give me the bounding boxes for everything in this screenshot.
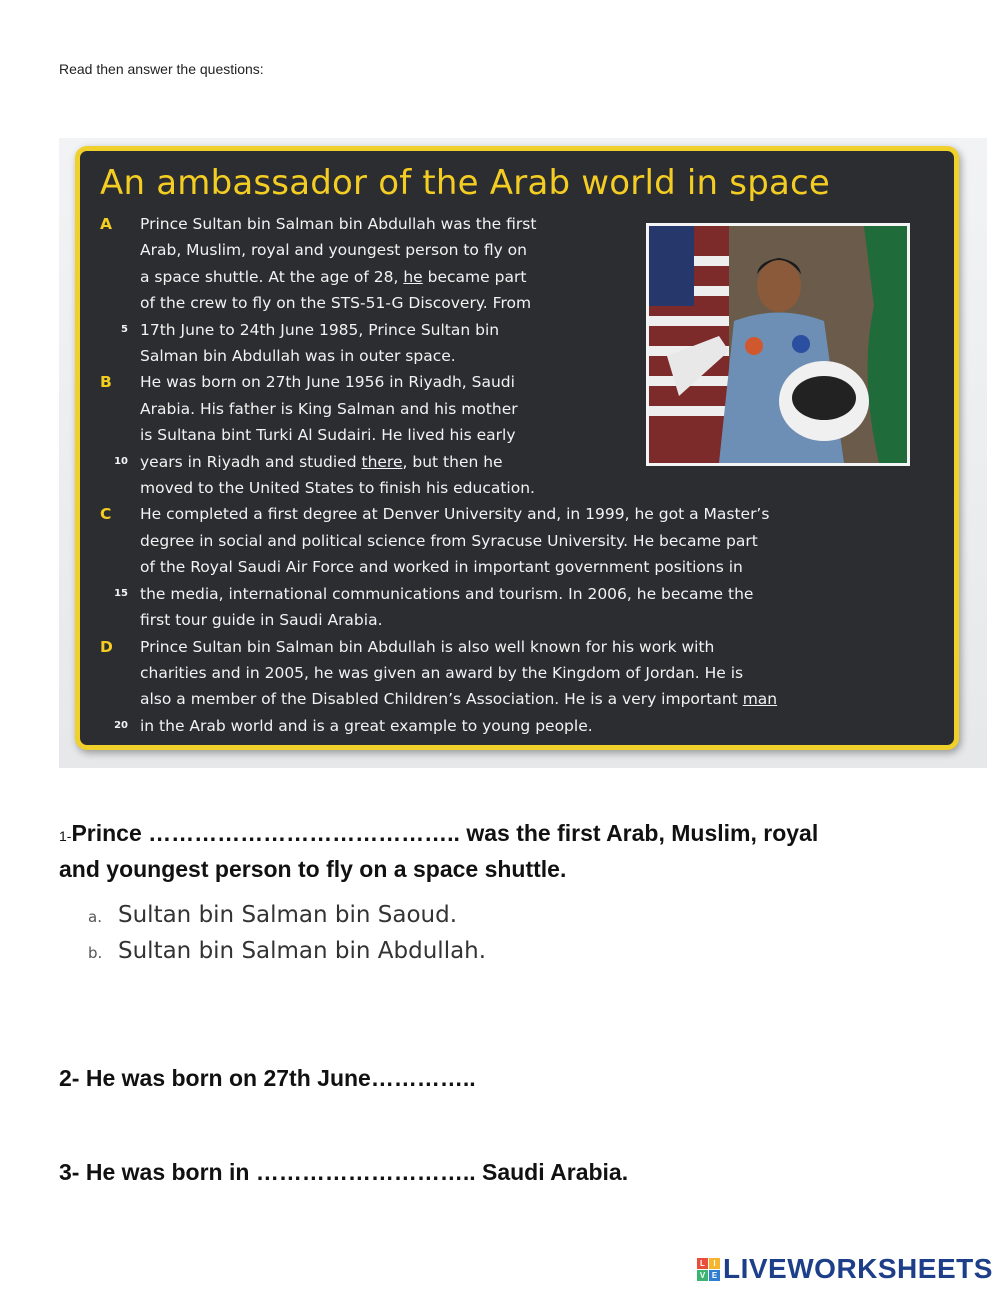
passage-line <box>100 686 777 712</box>
logo-icon <box>697 1258 720 1281</box>
passage-line-text: Salman bin Abdullah was in outer space. <box>140 347 456 366</box>
line-number <box>100 422 140 448</box>
question-1-line-1 <box>59 820 818 847</box>
question-2: 2- He was born on 27th June………….. <box>59 1065 476 1091</box>
passage-line <box>100 581 777 607</box>
reading-passage-panel <box>75 146 959 750</box>
logo-block: V <box>697 1270 708 1281</box>
passage-line-text: in the Arab world and is a great example to young people. <box>140 716 593 735</box>
passage-line-text: Arabia. His father is King Salman and his mother <box>140 399 518 418</box>
passage-line-text: degree in social and political science from Syracuse University. He became part <box>140 531 758 550</box>
line-number: 10 <box>114 455 128 467</box>
passage-line-text: Prince Sultan bin Salman bin Abdullah is also well known for his work with <box>140 637 715 656</box>
passage-line-text: also a member of the Disabled Children’s Association. He is a very important man <box>140 690 778 709</box>
question-1-text: Prince ………………………………….. was the first Arab, Muslim, royal <box>71 820 819 846</box>
underlined-word: man <box>742 690 778 709</box>
line-number <box>100 264 140 290</box>
option-b[interactable] <box>88 938 486 964</box>
passage-line-text: He completed a first degree at Denver University and, in 1999, he got a Master’s <box>140 505 770 524</box>
question-3: 3- He was born in ……………………….. Saudi Arabia. <box>59 1159 629 1185</box>
line-number: 5 <box>121 323 128 335</box>
line-number <box>100 528 140 554</box>
paragraph-letter: A <box>100 215 112 233</box>
paragraph-letter: B <box>100 373 112 392</box>
underlined-word: there <box>361 452 403 471</box>
paragraph-letter: C <box>100 505 112 524</box>
underlined-word: he <box>403 267 423 286</box>
liveworksheets-logo <box>697 1253 993 1285</box>
astronaut-photo <box>646 223 910 466</box>
passage-line <box>100 475 777 501</box>
passage-line-text: charities and in 2005, he was given an award by the Kingdom of Jordan. He is <box>140 663 744 682</box>
passage-line-text: Prince Sultan bin Salman bin Abdullah was the first <box>140 215 537 233</box>
option-a-text: Sultan bin Salman bin Saoud. <box>118 902 458 928</box>
line-number <box>100 554 140 580</box>
line-number <box>100 475 140 501</box>
line-number: 15 <box>114 587 128 599</box>
question-1-line-2: and youngest person to fly on a space shuttle. <box>59 856 567 882</box>
passage-line-text: a space shuttle. At the age of 28, he became part <box>140 267 527 286</box>
line-number <box>100 343 140 369</box>
passage-line-text: of the crew to fly on the STS-51-G Discovery. From <box>140 294 532 313</box>
passage-line-text: of the Royal Saudi Air Force and worked in important government positions in <box>140 558 743 577</box>
logo-block: E <box>709 1270 720 1281</box>
line-number <box>100 607 140 633</box>
passage-line-text: is Sultana bint Turki Al Sudairi. He lived his early <box>140 426 516 445</box>
line-number <box>100 237 140 263</box>
passage-line-text: first tour guide in Saudi Arabia. <box>140 611 383 630</box>
passage-line <box>100 634 777 660</box>
line-number <box>100 290 140 316</box>
option-b-letter: b. <box>88 944 103 962</box>
passage-line-text: years in Riyadh and studied there, but then he <box>140 452 503 471</box>
instruction-text: Read then answer the questions: <box>59 61 264 77</box>
passage-line-text: the media, international communications and tourism. In 2006, he became the <box>140 584 754 603</box>
passage-line-text: Arab, Muslim, royal and youngest person to fly on <box>140 241 527 260</box>
logo-block: L <box>697 1258 708 1269</box>
question-1-number: 1- <box>59 828 72 844</box>
passage-line <box>100 607 777 633</box>
logo-block: I <box>709 1258 720 1269</box>
line-number <box>100 686 140 712</box>
passage-line-text: 17th June to 24th June 1985, Prince Sultan bin <box>140 320 500 339</box>
passage-line-text: He was born on 27th June 1956 in Riyadh, Saudi <box>140 373 515 392</box>
line-number <box>100 660 140 686</box>
passage-line-text: moved to the United States to finish his education. <box>140 479 535 498</box>
option-a-letter: a. <box>88 908 102 926</box>
passage-line <box>100 713 777 739</box>
passage-title: An ambassador of the Arab world in space <box>100 163 831 203</box>
option-a[interactable] <box>88 902 457 928</box>
line-number: 20 <box>114 719 128 731</box>
passage-line <box>100 660 777 686</box>
passage-line <box>100 554 777 580</box>
logo-wordmark: LIVEWORKSHEETS <box>723 1253 993 1284</box>
line-number <box>100 396 140 422</box>
passage-line <box>100 528 777 554</box>
paragraph-letter: D <box>100 637 113 656</box>
option-b-text: Sultan bin Salman bin Abdullah. <box>118 938 487 964</box>
passage-line <box>100 501 777 527</box>
